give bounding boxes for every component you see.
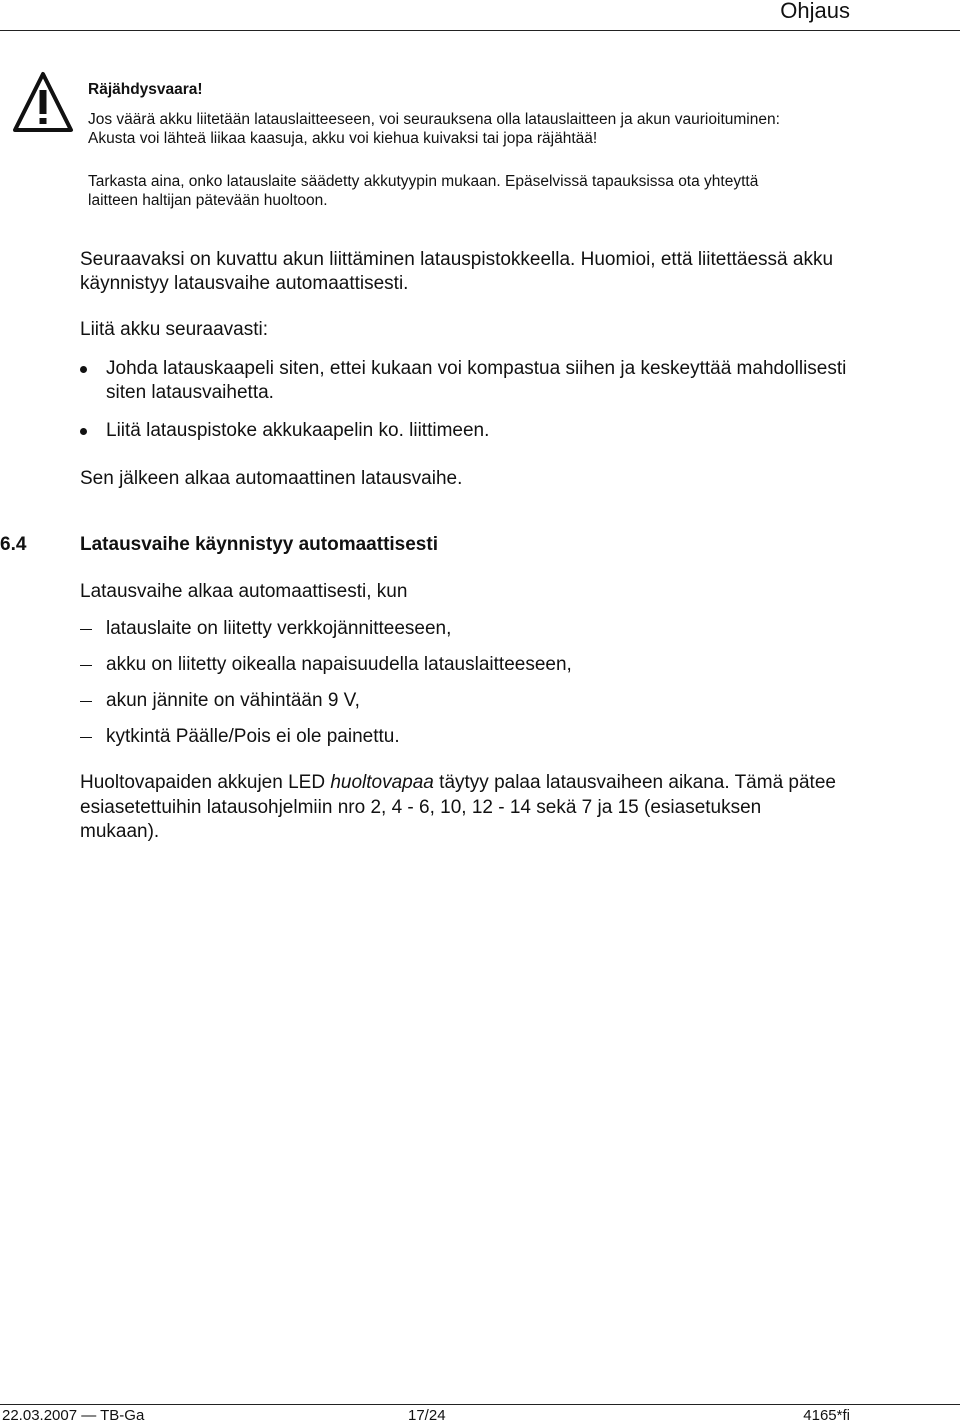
dash-marker: [80, 737, 92, 738]
dash-marker: [80, 629, 92, 630]
bullet-dot: [80, 428, 87, 435]
warning-instruction: Tarkasta aina, onko latauslaite säädetty akkutyypin mukaan. Epäselvissä tapauksissa ota yhteyttä laitteen haltijan pätevään huoltoon.: [88, 173, 759, 209]
section-number: 6.4: [0, 534, 27, 555]
after-paragraph: Sen jälkeen alkaa automaattinen latausvaihe.: [80, 468, 463, 489]
led-paragraph: Huoltovapaiden akkujen LED huoltovapaa täytyy palaa latausvaiheen aikana. Tämä pätee esiasetettuihin latausohjelmiin nro 2, 4 - 6, 10, 12 - 14 sekä 7 ja 15 (esiasetuksen mukaan).: [80, 772, 836, 842]
bullet-dot: [80, 366, 87, 373]
page-header-title: Ohjaus: [780, 0, 850, 23]
section-title: Latausvaihe käynnistyy automaattisesti: [80, 534, 438, 555]
intro-paragraph: Seuraavaksi on kuvattu akun liittäminen latauspistokkeella. Huomioi, että liitettäessä akku käynnistyy latausvaihe automaattisesti.: [80, 249, 834, 294]
dash-marker: [80, 665, 92, 666]
warning-text: Jos väärä akku liitetään latauslaitteeseen, voi seurauksena olla latauslaitteen ja akun vaurioituminen: Akusta voi lähteä liikaa kaasuja, akku voi kiehua kuivaksi tai jopa räjähtää!: [88, 111, 780, 147]
warning-triangle-icon: [12, 70, 74, 134]
footer-date-author: 22.03.2007 — TB-Ga: [2, 1407, 145, 1424]
conditions-intro: Latausvaihe alkaa automaattisesti, kun: [80, 581, 408, 602]
footer-divider: [0, 1404, 960, 1405]
footer-document-code: 4165*fi: [803, 1407, 850, 1424]
warning-title: Räjähdysvaara!: [88, 81, 203, 98]
connect-intro: Liitä akku seuraavasti:: [80, 319, 268, 340]
footer-page-number: 17/24: [408, 1407, 446, 1424]
dash-marker: [80, 701, 92, 702]
header-divider: [0, 30, 960, 31]
